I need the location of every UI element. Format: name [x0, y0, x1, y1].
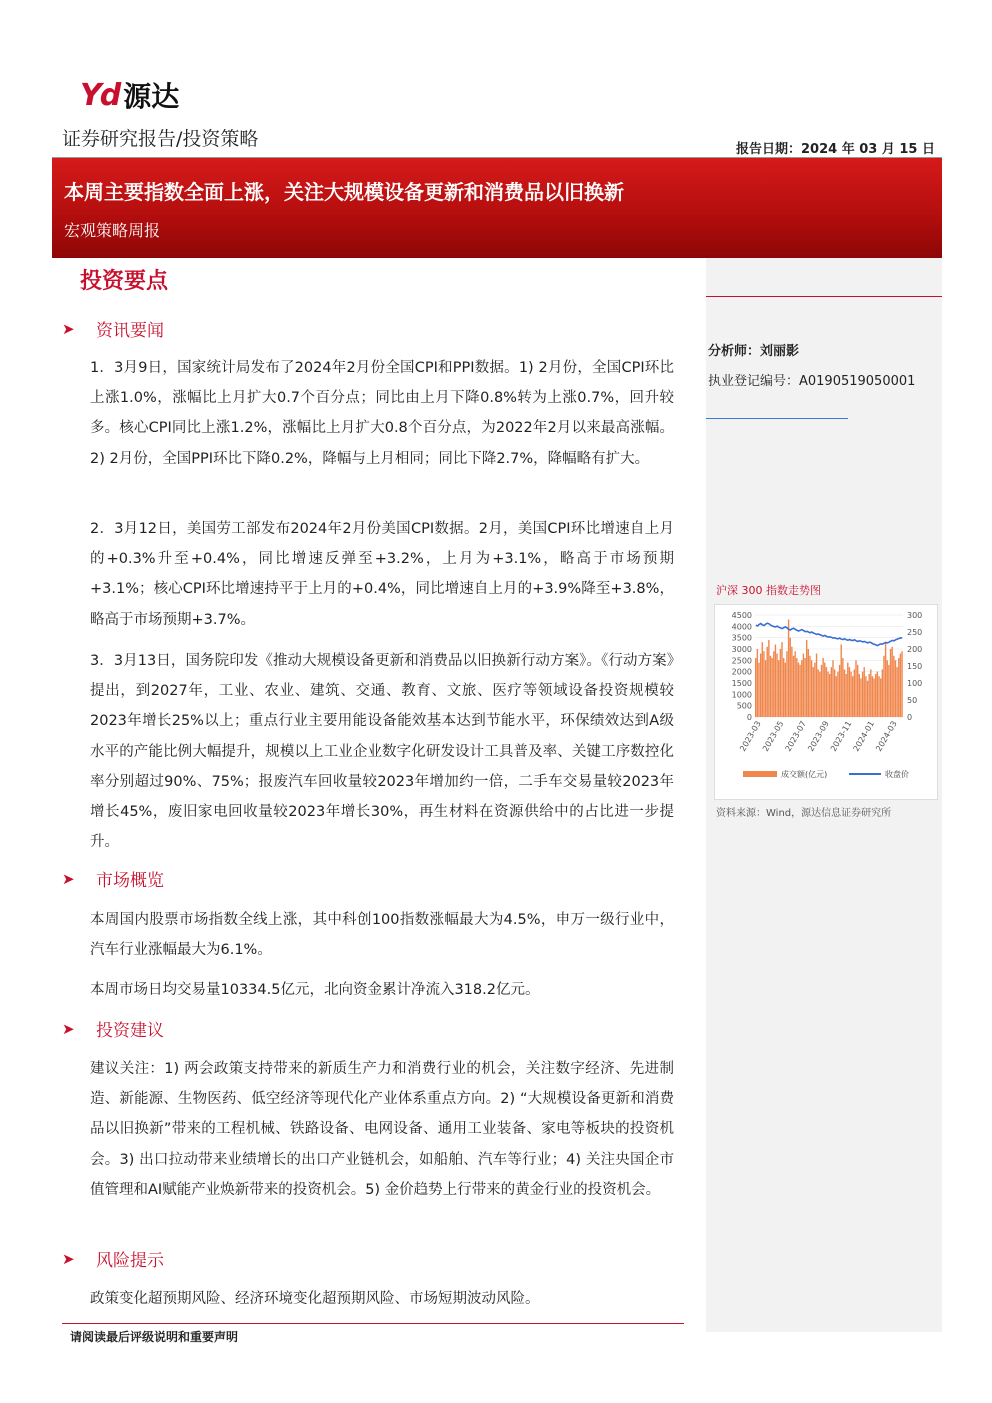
volume-bar	[854, 669, 855, 717]
y-left-tick-label: 2500	[731, 656, 752, 666]
footer-disclaimer: 请阅读最后评级说明和重要声明	[70, 1330, 239, 1344]
x-tick-label: 2024-01	[851, 719, 877, 753]
volume-bar	[901, 651, 902, 717]
volume-bar	[783, 658, 784, 717]
volume-bar	[801, 660, 802, 717]
report-date: 报告日期：2024 年 03 月 15 日	[736, 142, 935, 157]
volume-bar	[809, 656, 810, 717]
document-type: 证券研究报告/投资策略	[62, 128, 259, 150]
title-banner	[52, 158, 942, 258]
volume-bar	[831, 667, 832, 717]
volume-bar	[880, 678, 881, 717]
volume-bar	[804, 658, 805, 717]
volume-bar	[839, 665, 840, 717]
y-right-tick-label: 100	[907, 679, 923, 688]
logo-name: 源达	[123, 80, 180, 113]
volume-bar	[885, 642, 886, 717]
volume-bar	[811, 660, 812, 717]
section-label: 投资建议	[96, 1021, 164, 1041]
y-left-tick-label: 0	[746, 713, 752, 722]
volume-bar	[758, 663, 759, 717]
volume-bar	[791, 647, 792, 717]
y-right-tick-label: 200	[907, 645, 923, 654]
y-left-tick-label: 500	[736, 701, 752, 711]
y-left-tick-label: 3000	[731, 645, 752, 654]
y-left-tick-label: 4000	[731, 622, 752, 632]
volume-bar	[864, 667, 865, 717]
section-title-news	[62, 316, 164, 341]
volume-bar	[847, 663, 848, 717]
section-heading: 投资要点	[80, 269, 169, 294]
volume-bar	[799, 665, 800, 717]
volume-bar	[852, 676, 853, 717]
section-label: 市场概览	[96, 871, 164, 891]
volume-bar	[803, 654, 804, 717]
volume-bar	[770, 656, 771, 717]
y-left-tick-label: 4500	[731, 611, 752, 620]
volume-bar	[808, 649, 809, 717]
company-logo	[80, 78, 179, 112]
volume-bar	[755, 658, 756, 717]
volume-bar	[868, 674, 869, 717]
volume-bar	[819, 672, 820, 717]
volume-bar	[870, 669, 871, 717]
volume-bar	[841, 644, 842, 717]
volume-bar	[895, 660, 896, 717]
volume-bar	[883, 656, 884, 717]
y-right-tick-label: 150	[907, 662, 923, 671]
analyst-registration: 执业登记编号：A0190519050001	[708, 374, 916, 389]
sidebar-divider-top	[706, 296, 942, 297]
volume-bar	[816, 654, 817, 717]
chevron-right-icon: ➤	[62, 1249, 75, 1268]
volume-bar	[887, 660, 888, 717]
volume-bar	[806, 640, 807, 717]
section-title-advice	[62, 1016, 164, 1041]
volume-bar	[882, 669, 883, 717]
volume-bar	[888, 665, 889, 717]
x-tick-label: 2023-11	[828, 719, 854, 753]
volume-bar	[850, 672, 851, 717]
volume-bar	[859, 674, 860, 717]
volume-bar	[855, 660, 856, 717]
volume-bar	[794, 651, 795, 717]
volume-bar	[826, 667, 827, 717]
volume-bar	[763, 651, 764, 717]
y-left-tick-label: 2000	[731, 667, 752, 677]
news-paragraph-1: 1．3月9日，国家统计局发布了2024年2月份全国CPI和PPI数据。1) 2月份，全国CPI环比上涨1.0%，涨幅比上月扩大0.7个百分点；同比由上月下降0.8%转为上涨0.7%，回升较多。核心CPI同比上涨1.2%，涨幅比上月扩大0.8个百分点，为2022年2月以来最高涨幅。2) 2月份，全国PPI环比下降0.2%，降幅与上月相同；同比下降2.7%，降幅略有扩大。	[90, 360, 674, 467]
volume-bar	[862, 672, 863, 717]
volume-bar	[813, 667, 814, 717]
chevron-right-icon: ➤	[62, 319, 75, 338]
sidebar-divider-blue	[706, 418, 848, 419]
y-left-tick-label: 3500	[731, 633, 752, 643]
volume-bar	[857, 665, 858, 717]
volume-bar	[872, 676, 873, 717]
volume-bar	[836, 676, 837, 717]
volume-bar	[875, 674, 876, 717]
news-paragraph-2: 2．3月12日，美国劳工部发布2024年2月份美国CPI数据。2月，美国CPI环比增速自上月的+0.3%升至+0.4%，同比增速反弹至+3.2%，上月为+3.1%，略高于市场预期+3.1%；核心CPI环比增速持平于上月的+0.4%，同比增速自上月的+3.9%降至+3.8%，略高于市场预期+3.7%。	[90, 521, 674, 628]
volume-bar	[822, 658, 823, 717]
chevron-right-icon: ➤	[62, 1019, 75, 1038]
risk-paragraph: 政策变化超预期风险、经济环境变化超预期风险、市场短期波动风险。	[90, 1291, 540, 1307]
section-title-risk	[62, 1246, 164, 1271]
legend-label-volume: 成交额(亿元)	[781, 770, 828, 779]
footer-divider	[62, 1323, 684, 1324]
index-chart-svg	[715, 605, 937, 799]
volume-bar	[824, 663, 825, 717]
volume-bar	[849, 667, 850, 717]
volume-bar	[788, 620, 789, 717]
volume-bar	[785, 663, 786, 717]
volume-bar	[898, 658, 899, 717]
y-left-tick-label: 1500	[731, 679, 752, 688]
y-right-tick-label: 250	[907, 628, 923, 637]
advice-paragraph: 建议关注：1) 两会政策支持带来的新质生产力和消费行业的机会，关注数字经济、先进制造、新能源、生物医药、低空经济等现代化产业体系重点方向。2) “大规模设备更新和消费品以旧换新”带来的工程机械、铁路设备、电网设备、通用工业装备、家电等板块的投资机会。3) 出口拉动带来业绩增长的出口产业链机会，如船舶、汽车等行业；4) 关注央国企市值管理和AI赋能产业焕新带来的投资机会。5) 金价趋势上行带来的黄金行业的投资机会。	[90, 1061, 674, 1198]
analyst-name: 分析师：刘丽影	[708, 344, 800, 359]
volume-bar	[773, 651, 774, 717]
news-paragraph-3: 3．3月13日，国务院印发《推动大规模设备更新和消费品以旧换新行动方案》。《行动方案》提出，到2027年，工业、农业、建筑、交通、教育、文旅、医疗等领域设备投资规模较2023年增长25%以上；重点行业主要用能设备能效基本达到节能水平，环保绩效达到A级水平的产能比例大幅提升，规模以上工业企业数字化研发设计工具普及率、关键工序数控化率分别超过90%、75%；报废汽车回收量较2023年增加约一倍，二手车交易量较2023年增长45%，废旧家电回收量较2023年增长30%，再生材料在资源供给中的占比进一步提升。	[90, 653, 674, 851]
report-title: 本周主要指数全面上涨，关注大规模设备更新和消费品以旧换新	[64, 180, 624, 204]
volume-bar	[890, 649, 891, 717]
volume-bar	[860, 678, 861, 717]
volume-bar	[829, 674, 830, 717]
volume-bar	[837, 672, 838, 717]
x-tick-label: 2023-07	[783, 719, 809, 753]
volume-bar	[844, 669, 845, 717]
volume-bar	[793, 656, 794, 717]
section-label: 资讯要闻	[96, 321, 164, 341]
volume-bar	[896, 667, 897, 717]
volume-bar	[821, 665, 822, 717]
volume-bar	[832, 660, 833, 717]
volume-bar	[814, 663, 815, 717]
chart-title: 沪深 300 指数走势图	[716, 584, 821, 597]
volume-bar	[845, 674, 846, 717]
volume-bar	[757, 649, 758, 717]
x-tick-label: 2023-05	[760, 719, 786, 753]
volume-bar	[790, 638, 791, 717]
volume-bar	[865, 676, 866, 717]
volume-bar	[867, 681, 868, 717]
logo-mark: Yd	[80, 77, 120, 113]
volume-bar	[776, 654, 777, 717]
index-chart	[714, 604, 938, 800]
report-subtitle: 宏观策略周报	[64, 221, 161, 240]
volume-bar	[780, 649, 781, 717]
volume-bar	[834, 669, 835, 717]
volume-bar	[762, 642, 763, 717]
x-tick-label: 2023-03	[738, 719, 763, 753]
volume-bar	[781, 642, 782, 717]
volume-bar	[842, 658, 843, 717]
volume-bar	[900, 654, 901, 717]
x-tick-label: 2024-03	[874, 719, 899, 753]
y-right-tick-label: 50	[907, 696, 918, 705]
chevron-right-icon: ➤	[62, 869, 75, 888]
volume-bar	[817, 669, 818, 717]
volume-bar	[796, 658, 797, 717]
y-left-tick-label: 1000	[731, 690, 752, 700]
volume-bar	[786, 651, 787, 717]
volume-bar	[893, 656, 894, 717]
section-title-market	[62, 866, 164, 891]
volume-bar	[877, 672, 878, 717]
volume-bar	[873, 678, 874, 717]
volume-bar	[767, 647, 768, 717]
volume-bar	[891, 647, 892, 717]
volume-bar	[771, 658, 772, 717]
volume-bar	[827, 672, 828, 717]
volume-bar	[765, 660, 766, 717]
y-right-tick-label: 300	[907, 611, 923, 620]
volume-bar	[760, 654, 761, 717]
section-label: 风险提示	[96, 1251, 164, 1271]
volume-bar	[775, 644, 776, 717]
legend-label-price: 收盘价	[885, 770, 909, 779]
volume-bar	[768, 640, 769, 717]
chart-source: 资料来源：Wind，源达信息证券研究所	[716, 808, 892, 819]
market-paragraph-1: 本周国内股票市场指数全线上涨，其中科创100指数涨幅最大为4.5%，申万一级行业中，汽车行业涨幅最大为6.1%。	[90, 912, 674, 959]
x-tick-label: 2023-09	[806, 719, 831, 753]
legend-swatch-volume	[743, 771, 777, 777]
market-paragraph-2: 本周市场日均交易量10334.5亿元，北向资金累计净流入318.2亿元。	[90, 982, 540, 998]
y-right-tick-label: 0	[907, 713, 913, 722]
volume-bar	[878, 676, 879, 717]
volume-bar	[778, 660, 779, 717]
volume-bar	[798, 663, 799, 717]
